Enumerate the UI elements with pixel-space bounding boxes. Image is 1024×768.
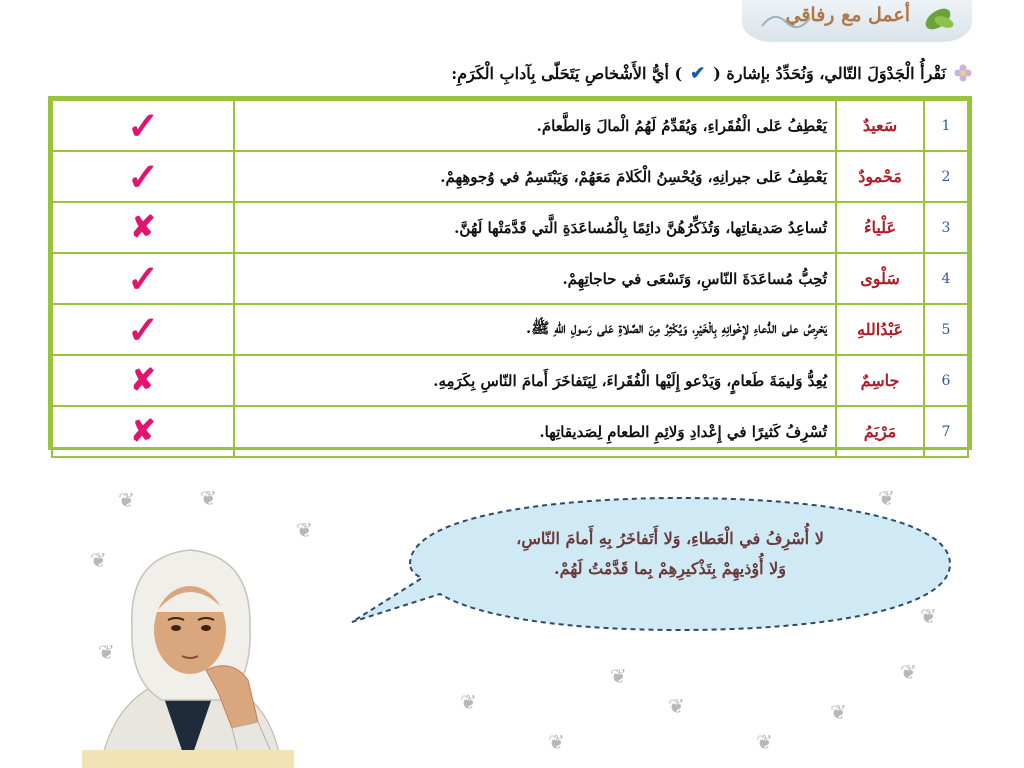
answer-cell — [52, 100, 234, 151]
sprig-ornament-icon: ❦ — [610, 664, 627, 688]
cross-mark-icon: ✘ — [130, 209, 156, 245]
row-number: 7 — [924, 406, 968, 457]
sprig-ornament-icon: ❦ — [200, 486, 217, 510]
cross-mark-icon: ✘ — [130, 362, 156, 398]
behavior-description: يَعْطِفُ عَلى جيرانِهِ، وَيُحْسِنُ الْكَلامَ مَعَهُمْ، وَيَبْتَسِمُ في وُجوهِهِمْ. — [234, 151, 836, 202]
check-sample-icon: ✔ — [690, 62, 706, 84]
speech-text — [420, 524, 920, 584]
checkmark-icon: ✓ — [127, 255, 159, 301]
person-name: سَلْوى — [836, 253, 924, 304]
row-number: 1 — [924, 100, 968, 151]
sprig-ornament-icon: ❦ — [118, 488, 135, 512]
answer-cell — [52, 253, 234, 304]
behavior-description: تُسْرِفُ كَثيرًا في إِعْدادِ وَلائِمِ الطعامِ لِصَديقاتِها. — [234, 406, 836, 457]
table-row — [52, 100, 968, 151]
answer-cell — [52, 151, 234, 202]
behavior-description: تُساعِدُ صَديقاتِها، وَتُذَكِّرُهُنَّ دائِمًا بِالْمُساعَدَةِ الَّتي قَدَّمَتْها لَهُنَّ. — [234, 202, 836, 253]
behaviors-table — [48, 96, 972, 450]
leaf-icon — [918, 4, 958, 34]
sprig-ornament-icon: ❦ — [756, 730, 773, 754]
row-number: 3 — [924, 202, 968, 253]
cross-mark-icon: ✘ — [130, 413, 156, 449]
checkmark-icon: ✓ — [127, 306, 159, 352]
behavior-description: يُعِدُّ وَليمَةَ طَعامٍ، وَيَدْعو إِلَيْها الْفُقَراءَ، لِيَتَفاخَرَ أَمامَ النّاسِ بِكَرَمِهِ. — [234, 355, 836, 406]
row-number: 6 — [924, 355, 968, 406]
section-badge — [742, 0, 972, 42]
answer-cell — [52, 202, 234, 253]
checkmark-icon: ✓ — [127, 102, 159, 148]
person-name: مَحْمودٌ — [836, 151, 924, 202]
flower-bullet-icon — [954, 64, 972, 82]
person-name: سَعيدٌ — [836, 100, 924, 151]
row-number: 4 — [924, 253, 968, 304]
instruction-text-start: نَقْرأُ الْجَدْوَلَ التّالي، وَنُحَدِّدُ بإشارة ( — [713, 63, 946, 83]
sprig-ornament-icon: ❦ — [90, 548, 107, 572]
table-row — [52, 304, 968, 355]
sprig-ornament-icon: ❦ — [460, 690, 477, 714]
sprig-ornament-icon: ❦ — [296, 518, 313, 542]
table-row — [52, 355, 968, 406]
sprig-ornament-icon: ❦ — [878, 486, 895, 510]
behavior-description: تُحِبُّ مُساعَدَةَ النّاسِ، وَتَسْعَى في حاجاتِهِمْ. — [234, 253, 836, 304]
person-name: عَبْدُاللهِ — [836, 304, 924, 355]
sprig-ornament-icon: ❦ — [900, 660, 917, 684]
row-number: 2 — [924, 151, 968, 202]
person-name: جاسِمٌ — [836, 355, 924, 406]
answer-cell — [52, 355, 234, 406]
sprig-ornament-icon: ❦ — [668, 694, 685, 718]
sprig-ornament-icon: ❦ — [98, 640, 115, 664]
speech-line-2: وَلا أُوْذيهِمْ بِتَذْكيرِهِمْ بِما قَدَّمْتُ لَهُمْ. — [554, 559, 786, 578]
table-row — [52, 151, 968, 202]
person-name: عَلْياءُ — [836, 202, 924, 253]
table-row — [52, 406, 968, 457]
table-row — [52, 253, 968, 304]
checkmark-icon: ✓ — [127, 153, 159, 199]
row-number: 5 — [924, 304, 968, 355]
sprig-ornament-icon: ❦ — [830, 700, 847, 724]
behavior-description: يَعْطِفُ عَلى الْفُقَراءِ، وَيُقَدِّمُ لَهُمُ الْمالَ وَالطَّعامَ. — [234, 100, 836, 151]
instruction — [40, 58, 972, 88]
sprig-ornament-icon: ❦ — [548, 730, 565, 754]
behavior-description: يَحْرِصُ على الدُّعاءِ لإِخْوانِهِ بِالْخَيْرِ، وَيُكْثِرُ مِنَ الصَّلاةِ عَلى رَسولِ اللهِ ﷺ. — [234, 304, 836, 355]
person-name: مَرْيَمُ — [836, 406, 924, 457]
answer-cell — [52, 406, 234, 457]
swirl-ornament-icon — [760, 8, 812, 34]
speech-line-1: لا أُسْرِفُ في الْعَطاءِ، وَلا أَتَفاخَرُ بِهِ أَمامَ النّاسِ، — [516, 529, 824, 548]
table-row — [52, 202, 968, 253]
girl-illustration — [82, 532, 294, 768]
section-title: أعمل مع رفاقي — [785, 4, 910, 26]
sprig-ornament-icon: ❦ — [920, 604, 937, 628]
instruction-text-end: ) أيُّ الأَشْخاصِ يَتَحَلّى بِآدابِ الْكَرَمِ: — [451, 63, 683, 83]
answer-cell — [52, 304, 234, 355]
